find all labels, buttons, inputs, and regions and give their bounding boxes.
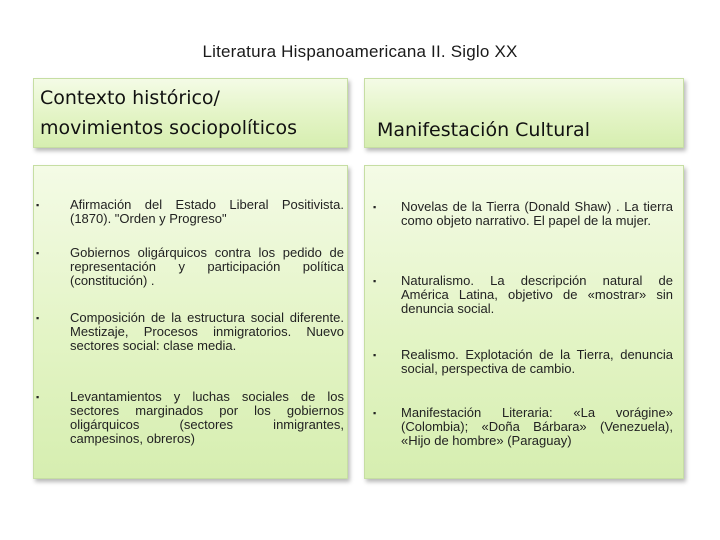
context-item bbox=[34, 389, 344, 446]
context-item-text: Levantamientos y luchas sociales de los sectores marginados por los gobiernos oligárquicos (sectores inmigrantes, campesinos, obreros) bbox=[70, 389, 344, 446]
culture-item-text: Manifestación Literaria: «La vorágine» (Colombia); «Doña Bárbara» (Venezuela), «Hijo de hombre» (Paraguay) bbox=[401, 405, 673, 448]
bullet-icon: ▪ bbox=[373, 202, 377, 212]
context-item bbox=[34, 197, 344, 226]
slide-title: Literatura Hispanoamericana II. Siglo XX bbox=[202, 42, 518, 61]
culture-item bbox=[365, 200, 675, 228]
bullet-icon: ▪ bbox=[373, 408, 377, 418]
context-item-text: Afirmación del Estado Liberal Positivista. (1870). "Orden y Progreso" bbox=[70, 197, 344, 226]
context-item-text: Composición de la estructura social diferente. Mestizaje, Procesos inmigratorios. Nuevo sectores social: clase media. bbox=[70, 310, 344, 353]
bullet-icon: ▪ bbox=[36, 313, 40, 323]
culture-header-text: Manifestación Cultural bbox=[377, 119, 590, 141]
culture-header-box bbox=[364, 78, 684, 148]
culture-item bbox=[365, 406, 675, 448]
culture-item bbox=[365, 274, 675, 316]
context-header-line1: Contexto histórico/ bbox=[40, 87, 220, 109]
bullet-icon: ▪ bbox=[36, 248, 40, 258]
context-item bbox=[34, 310, 344, 353]
bullet-icon: ▪ bbox=[373, 276, 377, 286]
context-list-box bbox=[33, 165, 348, 479]
context-header-line2: movimientos sociopolíticos bbox=[40, 117, 298, 139]
context-item-text: Gobiernos oligárquicos contra los pedido de representación y participación política (constitución) . bbox=[70, 245, 344, 288]
culture-item-text: Novelas de la Tierra (Donald Shaw) . La tierra como objeto narrativo. El papel de la mujer. bbox=[401, 199, 673, 228]
context-item bbox=[34, 245, 344, 288]
culture-item-text: Realismo. Explotación de la Tierra, denuncia social, perspectiva de cambio. bbox=[401, 347, 673, 376]
culture-item bbox=[365, 348, 675, 376]
culture-list-box bbox=[364, 165, 684, 479]
bullet-icon: ▪ bbox=[36, 200, 40, 210]
bullet-icon: ▪ bbox=[36, 392, 40, 402]
culture-item-text: Naturalismo. La descripción natural de América Latina, objetivo de «mostrar» sin denuncia social. bbox=[401, 273, 673, 316]
bullet-icon: ▪ bbox=[373, 350, 377, 360]
context-header-box bbox=[33, 78, 348, 148]
